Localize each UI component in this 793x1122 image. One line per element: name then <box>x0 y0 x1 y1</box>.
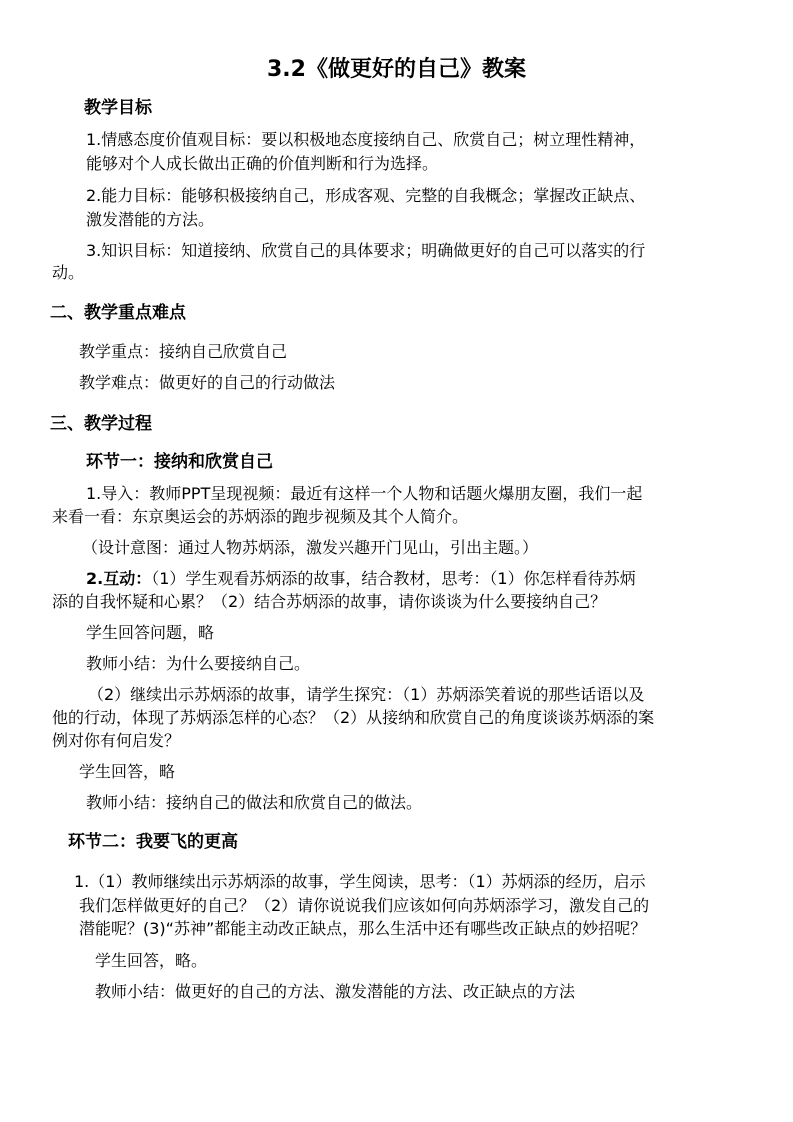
part2-question-line-2: 我们怎样做更好的自己？（2）请你说说我们应该如何向苏炳添学习，激发自己的 <box>79 896 650 915</box>
interact-text-1: （1）学生观看苏炳添的故事，结合教材，思考：（1）你怎样看待苏炳 <box>151 569 636 588</box>
student-answer-2: 学生回答，略 <box>79 762 176 781</box>
section-heading-process: 三、教学过程 <box>50 414 152 434</box>
goal-1-line-1: 1.情感态度价值观目标：要以积极地态度接纳自己、欣赏自己；树立理性精神， <box>86 130 646 149</box>
part2-heading: 环节二：我要飞的更高 <box>68 832 238 852</box>
explore-line-2: 他的行动，体现了苏炳添怎样的心态？（2）从接纳和欣赏自己的角度谈谈苏炳添的案 <box>52 708 655 727</box>
student-answer-3: 学生回答，略。 <box>95 951 208 970</box>
part2-question-line-3: 潜能呢？(3)“苏神”都能主动改正缺点，那么生活中还有哪些改正缺点的妙招呢？ <box>79 919 647 938</box>
goal-2-line-2: 激发潜能的方法。 <box>86 210 215 229</box>
interact-line-2: 添的自我怀疑和心累？（2）结合苏炳添的故事，请你谈谈为什么要接纳自己？ <box>52 592 607 611</box>
document-title: 3.2《做更好的自己》教案 <box>267 57 526 82</box>
explore-line-1: （2）继续出示苏炳添的故事，请学生探究：（1）苏炳添笑着说的那些话语以及 <box>88 685 645 704</box>
goal-3-line-2: 动。 <box>52 263 85 282</box>
section-heading-goals: 教学目标 <box>84 98 152 118</box>
explore-line-3: 例对你有何启发？ <box>52 731 181 750</box>
goal-3-line-1: 3.知识目标：知道接纳、欣赏自己的具体要求；明确做更好的自己可以落实的行 <box>86 241 646 260</box>
interact-label: 2.互动： <box>86 569 152 588</box>
part2-question-line-1: 1.（1）教师继续出示苏炳添的故事，学生阅读，思考：（1）苏炳添的经历，启示 <box>74 872 646 891</box>
teacher-summary-3: 教师小结：做更好的自己的方法、激发潜能的方法、改正缺点的方法 <box>95 982 576 1001</box>
intro-text-1: 教师PPT呈现视频：最近有这样一个人物和话题火爆朋友圈，我们一起 <box>149 484 643 503</box>
intro-line-2: 来看一看：东京奥运会的苏炳添的跑步视频及其个人简介。 <box>52 507 469 526</box>
intro-line-1 <box>86 483 642 505</box>
interact-line-1 <box>86 568 636 590</box>
goal-2-line-1: 2.能力目标：能够积极接纳自己，形成客观、完整的自我概念；掌握改正缺点、 <box>86 186 646 205</box>
part1-heading: 环节一：接纳和欣赏自己 <box>86 452 273 472</box>
teacher-summary-2: 教师小结：接纳自己的做法和欣赏自己的做法。 <box>86 793 423 812</box>
key-point: 教学重点：接纳自己欣赏自己 <box>79 342 288 361</box>
teacher-summary-1: 教师小结：为什么要接纳自己。 <box>86 654 311 673</box>
intro-label: 1.导入： <box>86 484 150 503</box>
goal-1-line-2: 能够对个人成长做出正确的价值判断和行为选择。 <box>86 154 439 173</box>
student-answer-1: 学生回答问题，略 <box>86 623 215 642</box>
design-intent: （设计意图：通过人物苏炳添，激发兴趣开门见山，引出主题。） <box>82 538 539 557</box>
section-heading-key-points: 二、教学重点难点 <box>50 303 186 323</box>
difficulty-point: 教学难点：做更好的自己的行动做法 <box>79 373 336 392</box>
